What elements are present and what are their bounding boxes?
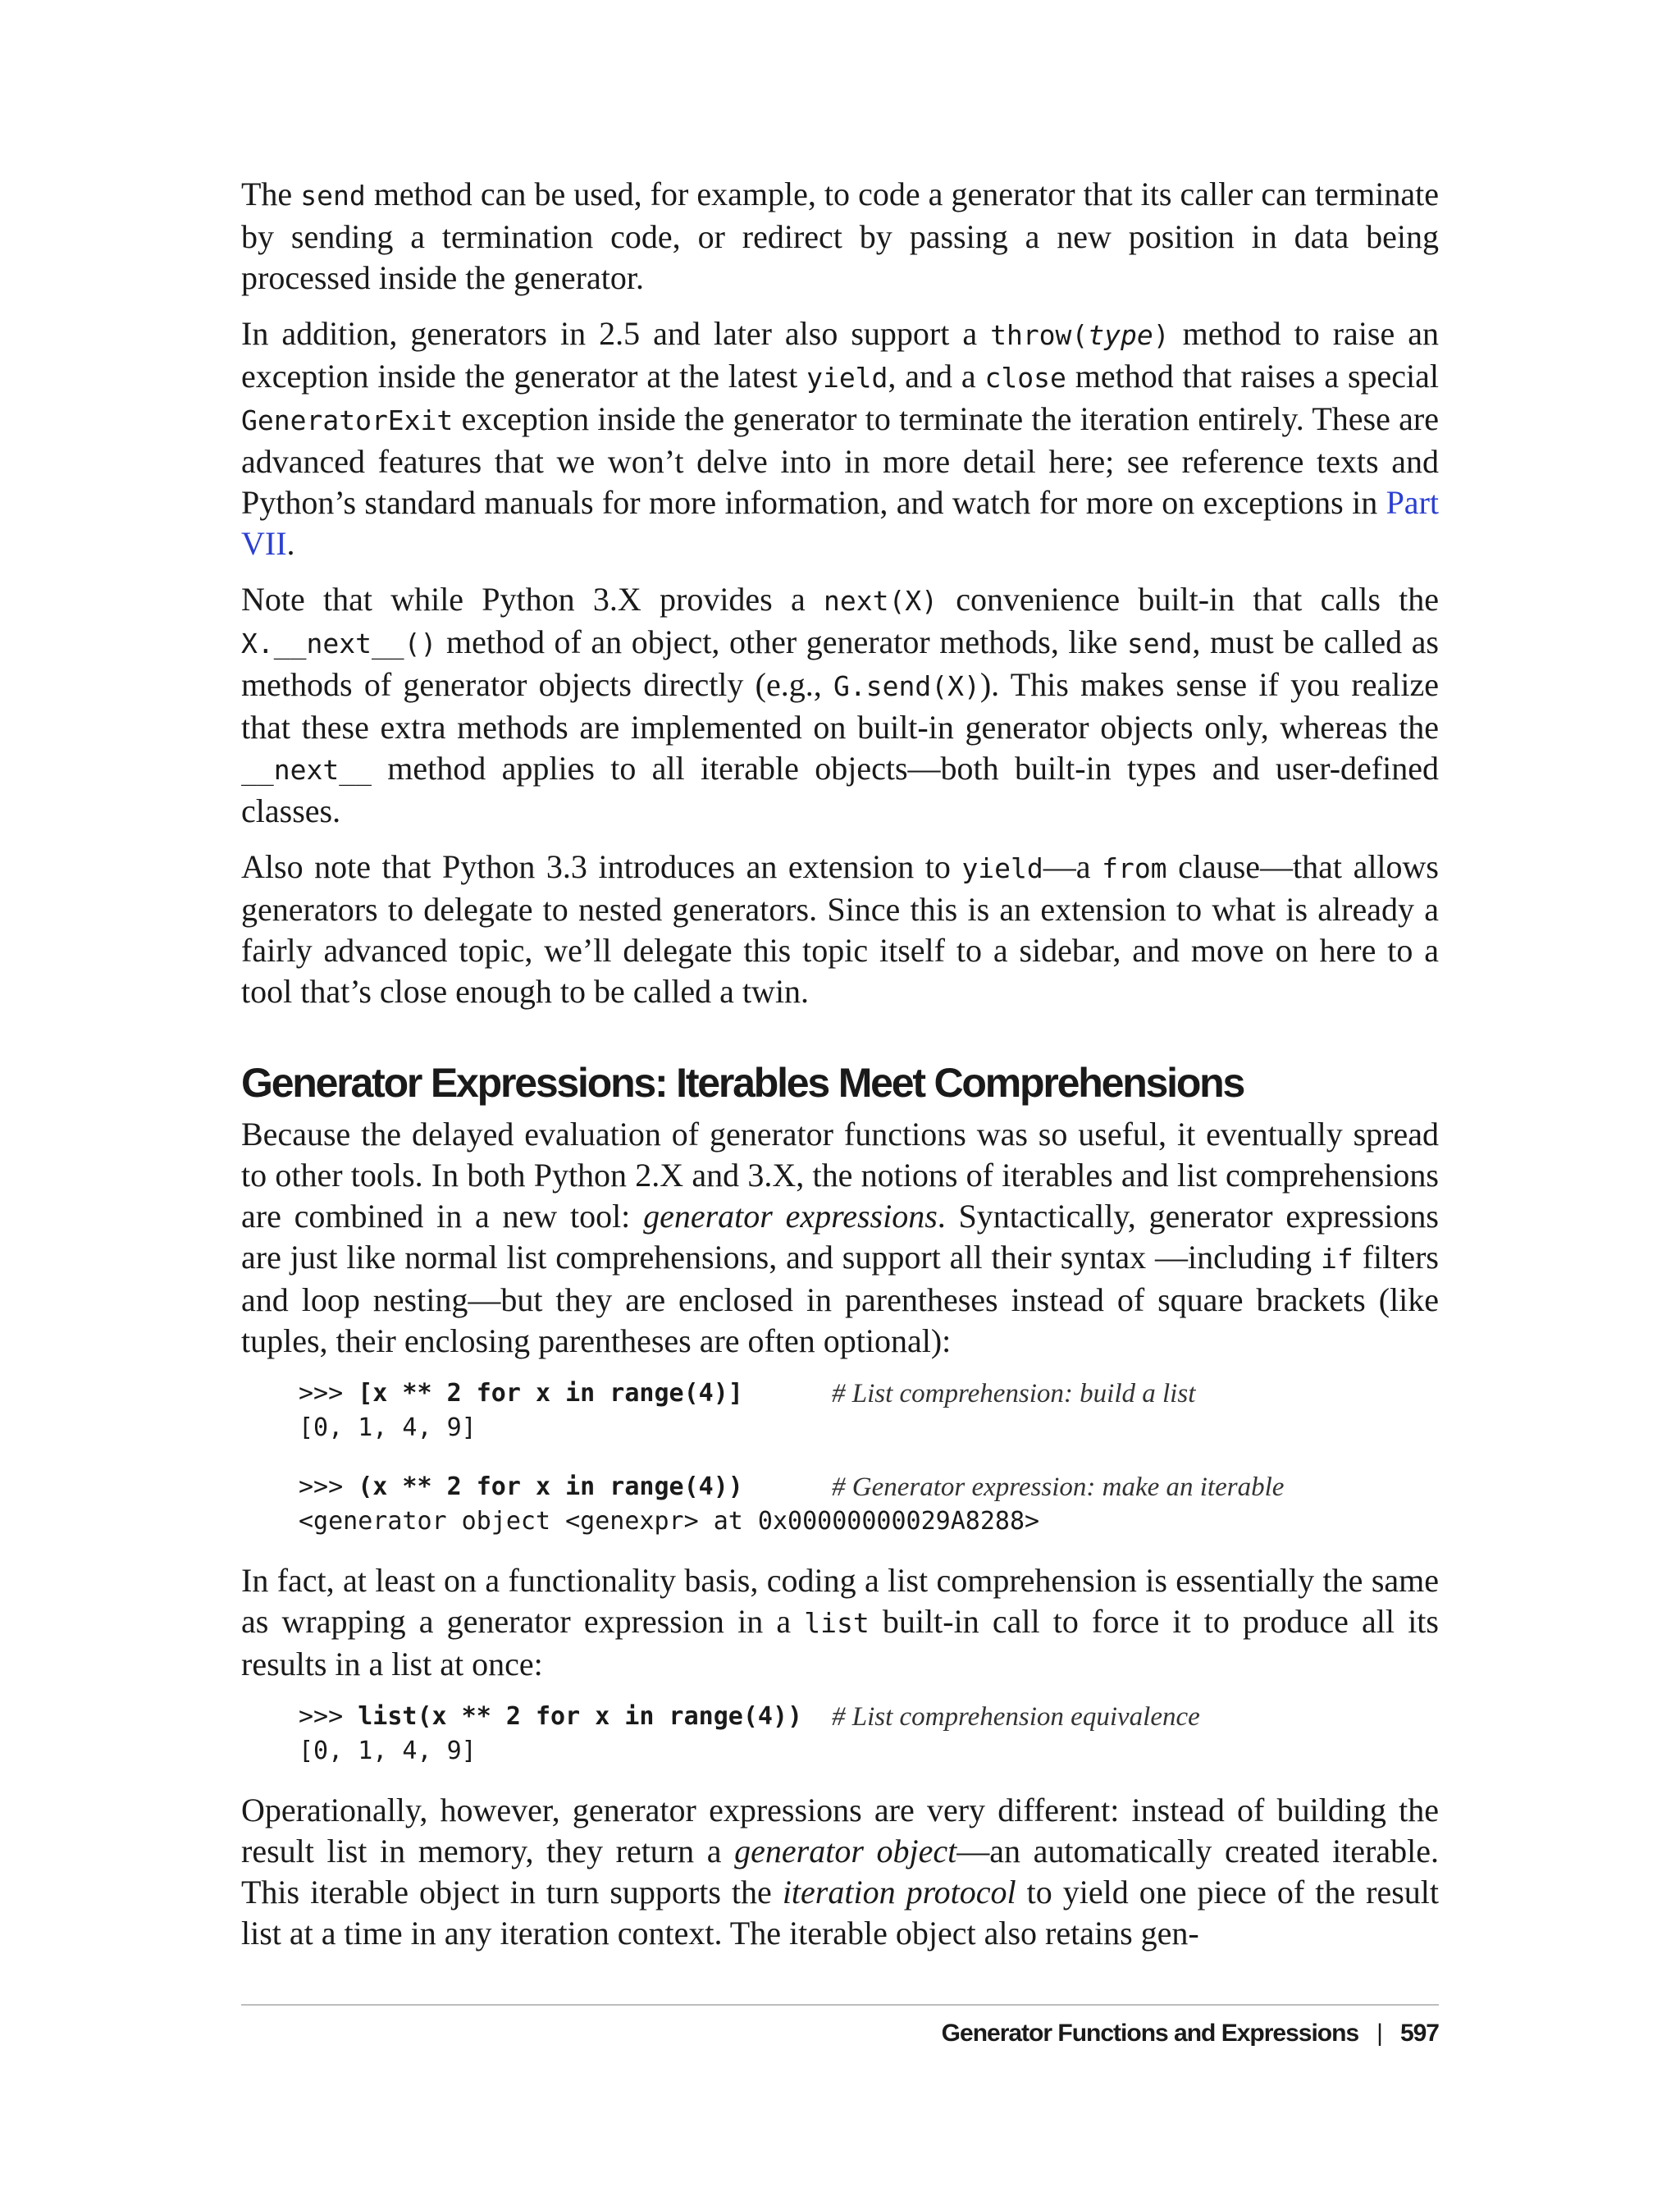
emphasis: generator object <box>734 1833 957 1869</box>
text-run: —a <box>1043 848 1102 885</box>
paragraph-generator-expressions <box>241 1114 1439 1362</box>
code-input: (x ** 2 for x in range(4)) <box>358 1472 743 1501</box>
text-run: convenience built-in that calls the <box>938 581 1439 618</box>
paragraph-list-equivalence <box>241 1560 1439 1685</box>
inline-code: send <box>1126 628 1193 660</box>
code-line <box>299 1734 1439 1769</box>
text-run: clause—that allows generators to delegate to nested generators. Since this is an extension to what is already a fairly advanced topic, we’ll delegate this topic itself to a sidebar, and move on here to a tool that’s close enough to be called a twin. <box>241 848 1439 1010</box>
code-comment: # List comprehension equivalence <box>832 1702 1200 1732</box>
text-run: In fact, at least on a functionality basis, coding a list comprehension is essentially the same as wrapping a generator expression in a <box>241 1562 1439 1640</box>
text-run: exception inside the generator to terminate the iteration entirely. These are advanced features that we won’t delve into in more detail here; see reference texts and Python’s standard manuals for more information, and watch for more on exceptions in <box>241 400 1439 521</box>
code-input: [x ** 2 for x in range(4)] <box>358 1379 743 1408</box>
text-run: method can be used, for example, to code a generator that its caller can terminate by sending a termination code, or redirect by passing a new position in data being processed inside the generator. <box>241 176 1439 296</box>
paragraph-send-method <box>241 174 1439 299</box>
inline-code: next(X) <box>823 585 938 617</box>
code-example-1 <box>299 1376 1439 1539</box>
text-run: . <box>286 525 295 562</box>
footer-section-title: Generator Functions and Expressions <box>941 2020 1359 2047</box>
emphasis: generator expressions <box>643 1198 938 1235</box>
text-run: , and a <box>888 358 985 395</box>
inline-code: list <box>804 1607 870 1639</box>
emphasis: iteration protocol <box>782 1874 1016 1911</box>
paragraph-yield-from <box>241 847 1439 1012</box>
text-run: . Syntactically, generator expressions are just like normal list comprehensions, and support all their syntax —including <box>241 1198 1439 1276</box>
text-run: method of an object, other generator methods, like <box>436 623 1127 660</box>
code-output: [0, 1, 4, 9] <box>299 1737 477 1765</box>
code-line <box>299 1700 1439 1734</box>
code-comment: # List comprehension: build a list <box>832 1379 1196 1408</box>
text-run: In addition, generators in 2.5 and later also support a <box>241 315 991 352</box>
page-footer <box>942 2020 1439 2048</box>
inline-code: from <box>1102 852 1167 884</box>
text-run: —an automatically created iterable. This iterable object in turn supports the <box>241 1833 1439 1911</box>
inline-code: GeneratorExit <box>241 404 454 436</box>
inline-code: G.send(X) <box>833 670 980 702</box>
page-number: 597 <box>1399 2020 1439 2047</box>
section-heading: Generator Expressions: Iterables Meet Comprehensions <box>241 1060 1244 1106</box>
code-comment: # Generator expression: make an iterable <box>832 1472 1285 1502</box>
text-run: method applies to all iterable objects—both built-in types and user-defined classes. <box>241 750 1439 829</box>
text-run: method that raises a special <box>1066 358 1439 395</box>
code-output: [0, 1, 4, 9] <box>299 1413 477 1442</box>
inline-code: yield <box>961 852 1043 884</box>
code-line <box>299 1504 1439 1539</box>
code-prompt: >>> <box>299 1702 358 1731</box>
text-run: method to raise an exception inside the generator at the latest <box>241 315 1439 395</box>
inline-code: yield <box>806 362 888 394</box>
inline-code: __next__ <box>241 754 372 786</box>
inline-code: close <box>984 362 1066 394</box>
code-part: ) <box>1153 319 1170 351</box>
code-line <box>299 1411 1439 1445</box>
page-content <box>241 174 1439 1969</box>
text-run: , must be called as methods of generator objects directly (e.g., <box>241 623 1439 703</box>
code-prompt: >>> <box>299 1472 358 1501</box>
inline-code: X.__next__() <box>241 628 437 660</box>
code-gap <box>299 1445 1439 1470</box>
code-prompt: >>> <box>299 1379 358 1408</box>
code-input: list(x ** 2 for x in range(4)) <box>358 1702 803 1731</box>
text-run: built-in call to force it to produce all its results in a list at once: <box>241 1603 1439 1682</box>
text-run: Note that while Python 3.X provides a <box>241 581 824 618</box>
code-part: throw( <box>990 319 1089 351</box>
code-example-2 <box>299 1700 1439 1769</box>
inline-code: send <box>300 180 366 212</box>
text-run: The <box>241 176 301 212</box>
inline-code: if <box>1321 1243 1354 1275</box>
text-run: Also note that Python 3.3 introduces an extension to <box>241 848 962 885</box>
paragraph-operationally <box>241 1790 1439 1954</box>
paragraph-throw-close <box>241 313 1439 564</box>
code-output: <generator object <genexpr> at 0x00000000029A8288> <box>299 1507 1040 1536</box>
code-line <box>299 1470 1439 1504</box>
paragraph-next-builtin <box>241 579 1439 832</box>
footer-separator: | <box>1376 2020 1382 2047</box>
text-run: to yield one piece of the result list at a time in any iteration context. The iterable object also retains gen- <box>241 1874 1440 1952</box>
text-run: filters and loop nesting—but they are enclosed in parentheses instead of square brackets (like tuples, their enclosing parentheses are often optional): <box>241 1239 1439 1359</box>
inline-code <box>990 319 1170 351</box>
text-run: ). This makes sense if you realize that these extra methods are implemented on built-in generator objects only, whereas the <box>241 666 1439 746</box>
code-line <box>299 1376 1439 1411</box>
footer-divider <box>241 2004 1439 2006</box>
text-run: Operationally, however, generator expressions are very different: instead of building the result list in memory, they return a <box>241 1792 1439 1869</box>
code-italic-part: type <box>1088 319 1153 351</box>
text-run: Because the delayed evaluation of generator functions was so useful, it eventually spread to other tools. In both Python 2.X and 3.X, the notions of iterables and list comprehensions are combined in a new tool: <box>241 1116 1439 1235</box>
part-vii-link[interactable]: Part VII <box>241 484 1439 562</box>
